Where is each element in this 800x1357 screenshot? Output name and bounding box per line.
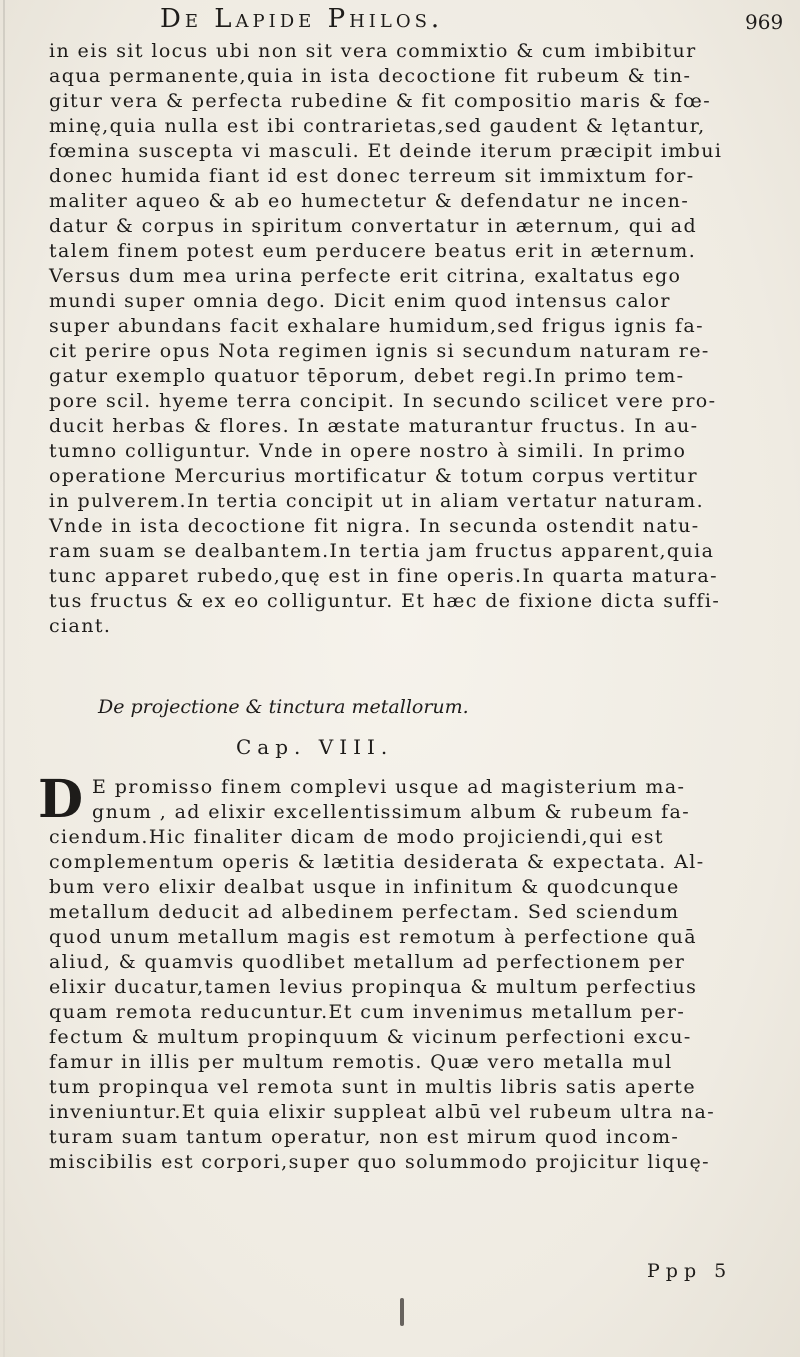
text-line: complementum operis & lætitia desiderata & expectata. Al- [49,851,705,873]
text-line: bum vero elixir dealbat usque in infinitum & quodcunque [49,876,680,898]
text-line: tunc apparet rubedo,quę est in fine operis.In quarta maturа- [49,565,718,587]
text-line: fectum & multum propinquum & vicinum perfectioni excu- [49,1026,692,1048]
text-line: elixir ducatur,tamen levius propinqua & multum perfectius [49,976,698,998]
chapter-number: Cap. VIII. [236,735,394,759]
text-line: Versus dum mea urina perfecte erit citrina, exaltatus ego [49,265,682,287]
text-line: talem finem potest eum perducere beatus erit in æternum. [49,240,697,262]
text-line: ciendum.Hic finaliter dicam de modo projiciendi,qui est [49,826,664,848]
chapter-title: De projectione & tinctura metallorum. [98,696,469,718]
text-line: aqua permanente,quia in ista decoctione fit rubeum & tin- [49,65,692,87]
text-line: gitur vera & perfecta rubedine & fit compositio maris & fœ- [49,90,712,112]
running-head: De Lapide Philos. [160,4,444,34]
text-line: Vnde in ista decoctione fit nigra. In secunda ostendit natu- [49,515,700,537]
text-line: in pulverem.In tertia concipit ut in aliam vertatur naturam. [49,490,705,512]
text-line: mundi super omnia dego. Dicit enim quod intensus calor [49,290,671,312]
drop-cap-initial: D [38,769,84,830]
text-line: tus fructus & ex eo colliguntur. Et hæc de fixione dicta suffi- [49,590,721,612]
text-line: ducit herbas & flores. In æstate maturantur fructus. In au- [49,415,699,437]
text-line: turam suam tantum operatur, non est mirum quod incom- [49,1126,680,1148]
ink-blot [400,1298,404,1326]
page-number: 969 [745,10,784,34]
text-line: pore scil. hyeme terra concipit. In secundo scilicet vere pro- [49,390,717,412]
text-line: quam remota reducuntur.Et cum invenimus metallum per- [49,1001,686,1023]
text-line: tum propinqua vel remota sunt in multis libris satis aperte [49,1076,696,1098]
signature-mark: Ppp 5 [647,1260,733,1282]
text-line: in eis sit locus ubi non sit vera commixtio & cum imbibitur [49,40,697,62]
text-line: inveniuntur.Et quia elixir suppleat albū vel rubeum ultra na- [49,1101,716,1123]
text-line: miscibilis est corpori,super quo solummodo projicitur liquę- [49,1151,710,1173]
text-line: quod unum metallum magis est remotum à perfectione quā [49,926,698,948]
text-line: aliud, & quamvis quodlibet metallum ad perfectionem per [49,951,686,973]
text-line: datur & corpus in spiritum convertatur in æternum, qui ad [49,215,698,237]
text-line: gatur exemplo quatuor tēporum, debet regi.In primo tem- [49,365,685,387]
text-line: ciant. [49,615,112,637]
page-edge-shadow [3,0,5,1357]
text-line: operatione Mercurius mortificatur & totum corpus vertitur [49,465,698,487]
page-header [0,4,800,40]
text-line: minę,quia nulla est ibi contrarietas,sed gaudent & lętantur, [49,115,706,137]
text-line: fœmina suscepta vi masculi. Et deinde iterum præcipit imbui [49,140,723,162]
text-line: maliter aqueo & ab eo humectetur & defendatur ne incen- [49,190,690,212]
text-line: E promisso finem complevi usque ad magisterium ma- [92,776,686,798]
text-line: cit perire opus Nota regimen ignis si secundum naturam re- [49,340,710,362]
text-line: metallum deducit ad albedinem perfectam. Sed sciendum [49,901,680,923]
text-line: gnum , ad elixir excellentissimum album & rubeum fa- [92,801,691,823]
text-line: tumno colliguntur. Vnde in opere nostro à simili. In primo [49,440,687,462]
text-line: ram suam se dealbantem.In tertia jam fructus apparent,quia [49,540,715,562]
text-line: famur in illis per multum remotis. Quæ vero metalla mul [49,1051,673,1073]
text-line: donec humida fiant id est donec terreum sit immixtum for- [49,165,695,187]
text-line: super abundans facit exhalare humidum,sed frigus ignis fa- [49,315,704,337]
